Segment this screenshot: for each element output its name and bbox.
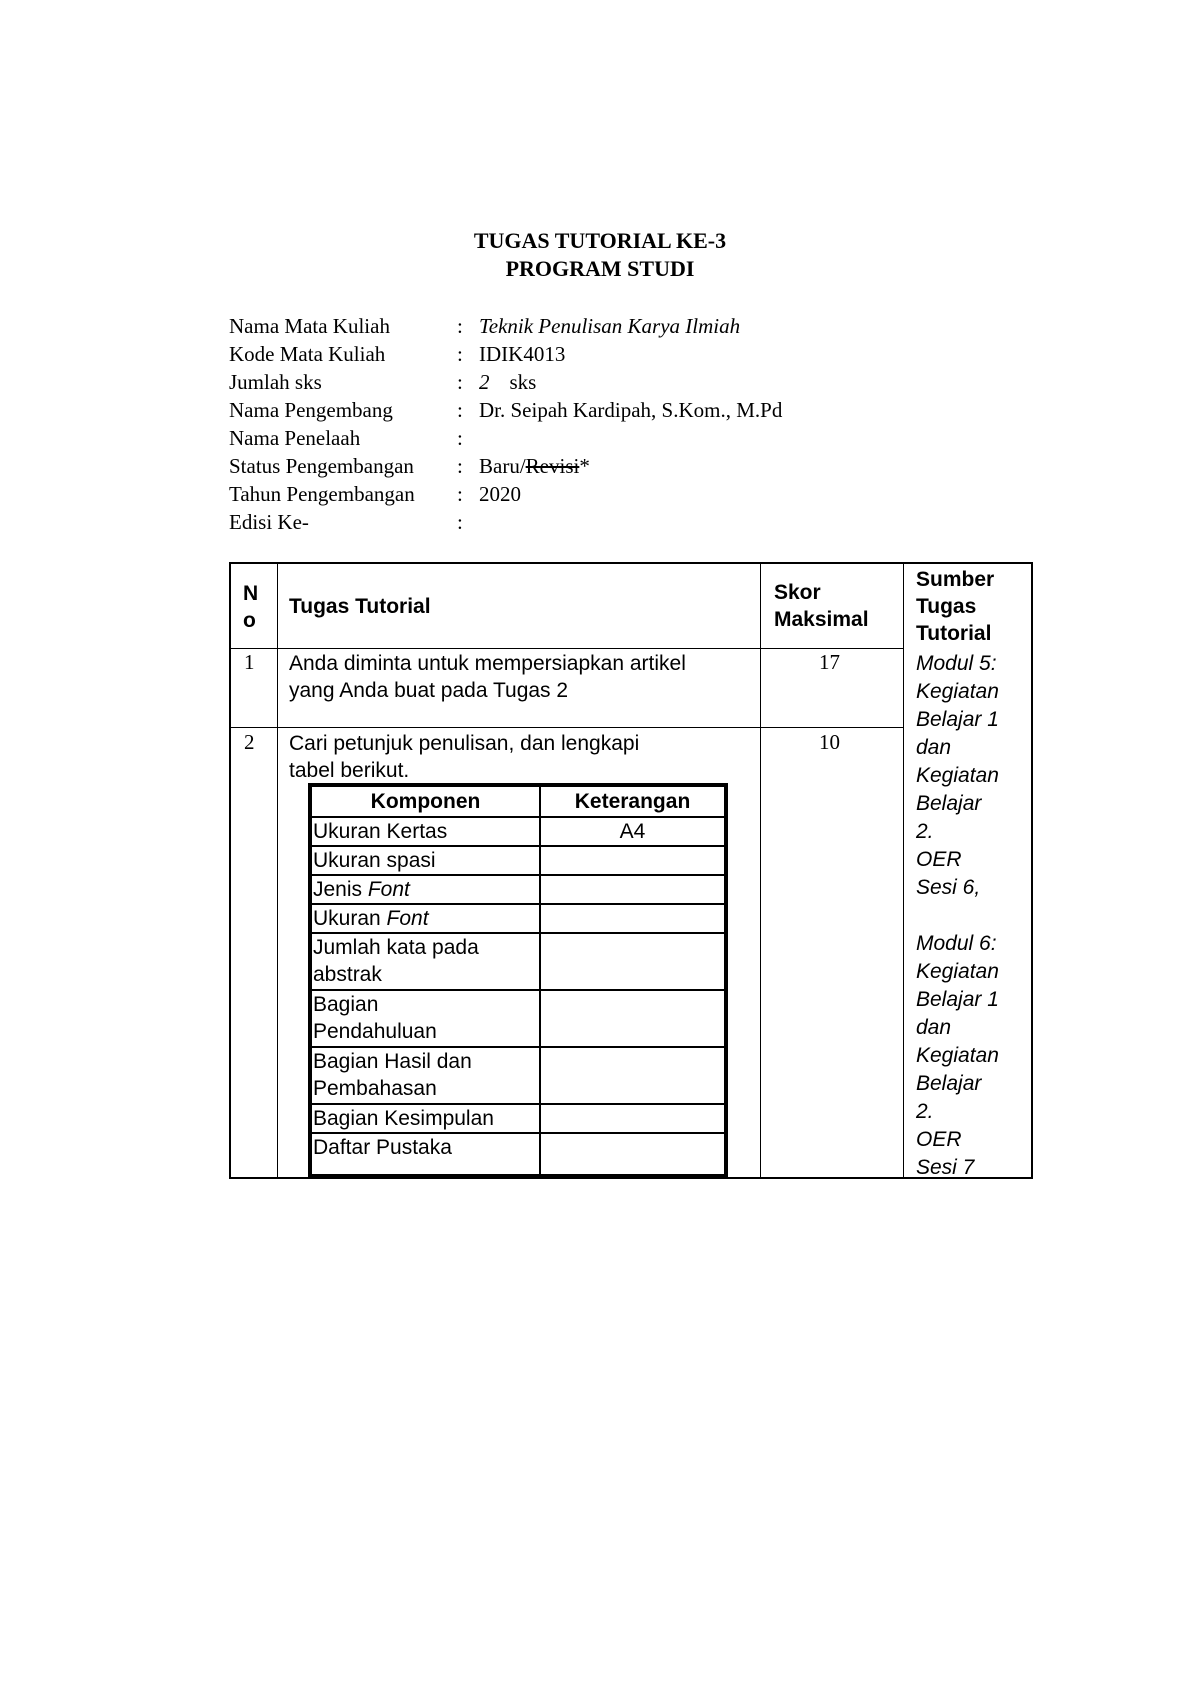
info-value: IDIK4013: [479, 342, 566, 366]
source-line: Sesi 7: [916, 1156, 975, 1179]
table-row: [311, 933, 725, 990]
header-sumber-line: Sumber: [916, 568, 995, 591]
header-no-line: N: [243, 582, 259, 605]
column-divider: [903, 564, 904, 1177]
info-colon: :: [457, 482, 463, 506]
header-skor-line: Maksimal: [774, 608, 869, 631]
info-label: Status Pengembangan: [229, 454, 414, 478]
status-baru: Baru/: [479, 454, 526, 478]
component-table: [308, 783, 728, 1179]
keterangan-cell: [540, 1047, 725, 1104]
max-score: 10: [819, 730, 840, 754]
source-line: OER: [916, 1128, 962, 1151]
info-label: Jumlah sks: [229, 370, 322, 394]
source-line: dan: [916, 1016, 952, 1039]
page-title: TUGAS TUTORIAL KE-3: [473, 228, 727, 253]
source-line: Belajar 1: [916, 708, 999, 731]
tutorial-table: [229, 562, 1033, 1179]
max-score: 17: [819, 650, 840, 674]
task-line: tabel berikut.: [289, 759, 410, 782]
komponen-cell: Ukuran Kertas: [311, 817, 540, 846]
komponen-cell: [311, 875, 540, 904]
info-colon: :: [457, 454, 463, 478]
komponen-cell: Ukuran spasi: [311, 846, 540, 875]
source-line: Kegiatan: [916, 1044, 999, 1067]
column-divider: [277, 564, 278, 1177]
row-divider: [231, 727, 903, 728]
source-line: Modul 6:: [916, 932, 997, 955]
info-value: 2020: [479, 482, 521, 506]
komponen-cell: Daftar Pustaka: [311, 1133, 540, 1175]
info-colon: :: [457, 426, 463, 450]
source-line: Belajar 1: [916, 988, 999, 1011]
source-line: Kegiatan: [916, 960, 999, 983]
header-sumber-line: Tutorial: [916, 622, 992, 645]
table-row: [311, 1104, 725, 1133]
status-star: *: [579, 454, 590, 478]
info-label: Nama Mata Kuliah: [229, 314, 390, 338]
info-colon: :: [457, 398, 463, 422]
info-value: Dr. Seipah Kardipah, S.Kom., M.Pd: [479, 398, 783, 422]
keterangan-cell: [540, 1104, 725, 1133]
keterangan-cell: [540, 1133, 725, 1175]
info-colon: :: [457, 342, 463, 366]
keterangan-cell: [540, 904, 725, 933]
source-line: Belajar: [916, 792, 982, 815]
task-description: [289, 730, 639, 784]
keterangan-cell: A4: [540, 817, 725, 846]
sks-unit: sks: [509, 370, 537, 394]
info-value: [479, 452, 590, 480]
komponen-italic-text: Font: [386, 907, 429, 930]
komponen-line: abstrak: [313, 963, 382, 986]
header-no: [243, 580, 258, 634]
komponen-cell: [311, 990, 540, 1047]
keterangan-cell: [540, 933, 725, 990]
column-divider: [760, 564, 761, 1177]
row-number: 2: [244, 730, 255, 754]
header-tugas: Tugas Tutorial: [289, 595, 431, 618]
header-sumber-line: Tugas: [916, 595, 977, 618]
header-skor: [774, 579, 869, 633]
info-colon: :: [457, 314, 463, 338]
header-no-line: o: [243, 609, 256, 632]
table-row: [311, 846, 725, 875]
info-colon: :: [457, 370, 463, 394]
komponen-line: Pendahuluan: [313, 1020, 437, 1043]
keterangan-cell: [540, 990, 725, 1047]
table-row: [311, 904, 725, 933]
komponen-line: Bagian: [313, 993, 379, 1016]
task-line: yang Anda buat pada Tugas 2: [289, 679, 569, 702]
komponen-italic-text: Font: [367, 878, 410, 901]
komponen-text: Ukuran: [313, 907, 387, 930]
source-line: Kegiatan: [916, 764, 999, 787]
info-value: [479, 368, 536, 396]
header-divider: [231, 648, 903, 649]
task-description: [289, 650, 686, 704]
source-line: Modul 5:: [916, 652, 997, 675]
source-reference: [916, 650, 999, 1182]
component-table-header: [311, 786, 725, 817]
keterangan-cell: [540, 875, 725, 904]
header-sumber: [916, 566, 994, 647]
status-revisi-struck: Revisi: [525, 454, 580, 478]
source-line: [916, 902, 999, 930]
source-line: Sesi 6,: [916, 876, 981, 899]
source-line: 2.: [916, 820, 934, 843]
task-line: Anda diminta untuk mempersiapkan artikel: [289, 652, 686, 675]
info-label: Kode Mata Kuliah: [229, 342, 386, 366]
source-line: Belajar: [916, 1072, 982, 1095]
komponen-line: Bagian Hasil dan: [313, 1050, 472, 1073]
komponen-cell: Bagian Kesimpulan: [311, 1104, 540, 1133]
info-label: Edisi Ke-: [229, 510, 309, 534]
table-row: [311, 817, 725, 846]
komponen-line: Jumlah kata pada: [313, 936, 479, 959]
source-line: 2.: [916, 1100, 934, 1123]
page-subtitle: PROGRAM STUDI: [505, 256, 695, 281]
row-number: 1: [244, 650, 255, 674]
komponen-cell: [311, 1047, 540, 1104]
info-label: Nama Pengembang: [229, 398, 393, 422]
header-skor-line: Skor: [774, 581, 821, 604]
source-line: Kegiatan: [916, 680, 999, 703]
task-line: Cari petunjuk penulisan, dan lengkapi: [289, 732, 640, 755]
komponen-text: Jenis: [313, 878, 368, 901]
komponen-line: Pembahasan: [313, 1077, 437, 1100]
source-line: OER: [916, 848, 962, 871]
table-row: [311, 1047, 725, 1104]
info-value: Teknik Penulisan Karya Ilmiah: [479, 314, 741, 338]
keterangan-cell: [540, 846, 725, 875]
header-keterangan: Keterangan: [540, 786, 725, 817]
info-label: Tahun Pengembangan: [229, 482, 415, 506]
header-komponen: Komponen: [311, 786, 540, 817]
sks-number: 2: [479, 370, 490, 394]
komponen-cell: [311, 933, 540, 990]
source-line: dan: [916, 736, 952, 759]
table-row: [311, 990, 725, 1047]
table-row: [311, 875, 725, 904]
komponen-cell: [311, 904, 540, 933]
table-row: [311, 1133, 725, 1175]
info-colon: :: [457, 510, 463, 534]
info-label: Nama Penelaah: [229, 426, 361, 450]
